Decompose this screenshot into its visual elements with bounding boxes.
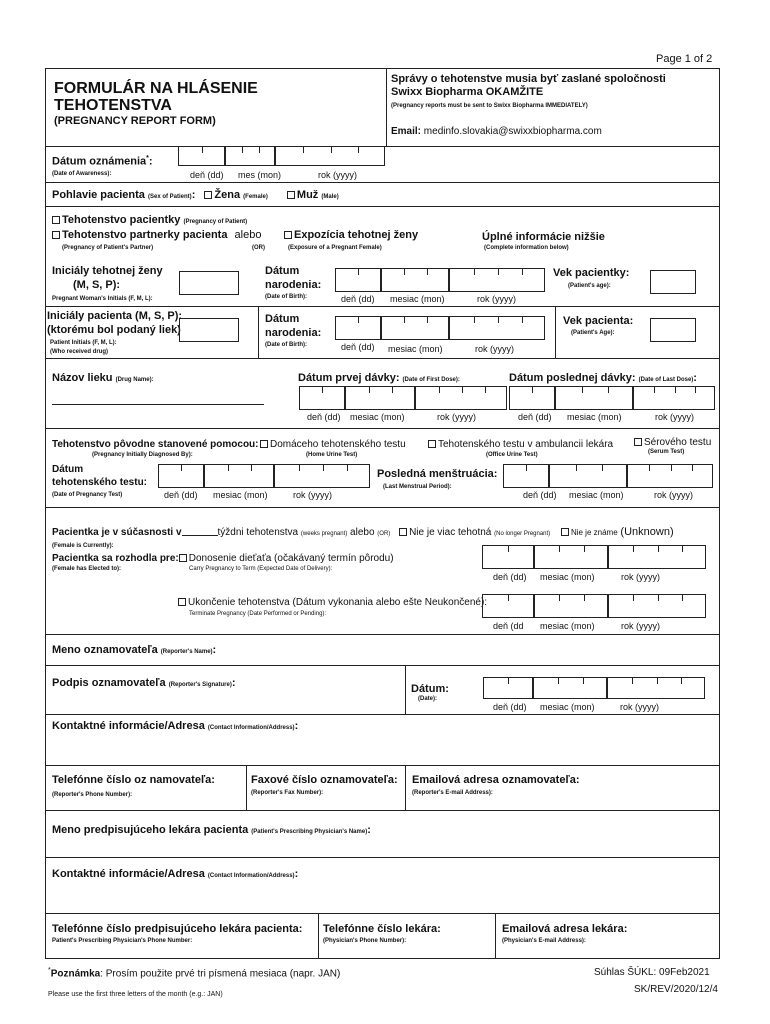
physician-email-label: Emailová adresa lekára: [502, 923, 628, 935]
test-date-en: (Date of Pregnancy Test) [52, 492, 123, 498]
awareness-day-caption: deň (dd) [190, 170, 224, 180]
test-day-field[interactable] [158, 464, 204, 488]
test-year-caption: rok (yyyy) [293, 490, 332, 500]
woman-dob-month-caption: mesiac (mon) [390, 294, 445, 304]
reporter-phone-en: (Reporter's Phone Number): [52, 792, 133, 798]
reporter-email-en: (Reporter's E-mail Address): [412, 790, 493, 796]
home-test-en: (Home Urine Test) [306, 452, 358, 458]
woman-dob-en: (Date of Birth): [265, 294, 307, 300]
delivery-year-caption: rok (yyyy) [621, 572, 660, 582]
form-title: FORMULÁR NA HLÁSENIE [54, 80, 258, 97]
test-year-field[interactable] [274, 464, 370, 488]
delivery-month-field[interactable] [534, 545, 608, 569]
or-word: alebo [234, 229, 262, 241]
woman-age-en: (Patient's age): [568, 283, 611, 289]
divider [45, 913, 720, 914]
reporter-phone-label: Telefónne číslo oz namovateľa: [52, 774, 215, 786]
terminate-year-field[interactable] [608, 594, 706, 618]
woman-initials-label: Iniciály tehotnej ženy [52, 265, 163, 277]
pregnancy-patient-en: (Pregnancy of Patient) [183, 219, 248, 225]
first-dose-month-caption: mesiac (mon) [350, 412, 405, 422]
sex-label: Pohlavie pacienta [52, 189, 145, 201]
awareness-label: Dátum oznámenia*: [52, 155, 153, 168]
signature-day-field[interactable] [483, 677, 533, 699]
woman-dob-day-caption: deň (dd) [341, 294, 375, 304]
divider [45, 428, 720, 429]
awareness-month-field[interactable] [225, 146, 275, 166]
form-title-en: (PREGNANCY REPORT FORM) [54, 115, 216, 127]
patient-dob-label: Dátum [265, 313, 300, 325]
divider [45, 857, 720, 858]
row-divider [258, 306, 259, 358]
last-dose-year-caption: rok (yyyy) [655, 412, 694, 422]
elected-row: Pacientka sa rozhodla pre: Donosenie dieťaťa (očakávaný termín pôrodu) [52, 553, 394, 564]
divider [45, 665, 720, 666]
last-dose-month-field[interactable] [555, 386, 633, 410]
woman-age-field[interactable] [650, 270, 696, 294]
awareness-year-field[interactable] [275, 146, 385, 166]
woman-dob-label: Dátum [265, 265, 300, 277]
row-divider [405, 765, 406, 810]
row-divider [495, 913, 496, 959]
not-pregnant-checkbox[interactable] [399, 528, 407, 536]
row-divider [318, 913, 319, 959]
weeks-field[interactable] [182, 535, 218, 536]
patient-initials-label: Iniciály pacienta (M, S, P): [47, 310, 183, 322]
pregnancy-partner-label: Tehotenstvo partnerky pacienta [62, 229, 228, 241]
diagnosis-label: Tehotenstvo pôvodne stanovené pomocou: [52, 439, 259, 450]
email-value: medinfo.slovakia@swixxbiopharma.com [423, 126, 602, 137]
test-month-field[interactable] [204, 464, 274, 488]
physician-email-en: (Physician's E-mail Address): [502, 938, 586, 944]
signature-month-field[interactable] [533, 677, 607, 699]
pregnancy-partner-en: (Pregnancy of Patient's Partner) [62, 245, 154, 251]
serum-test-option: Sérového testu [634, 437, 711, 448]
woman-initials-sub: (M, S, P): [73, 279, 121, 291]
page-number: Page 1 of 2 [656, 53, 713, 65]
lmp-year-caption: rok (yyyy) [654, 490, 693, 500]
exposure-en: (Exposure of a Pregnant Female) [288, 245, 382, 251]
physician-phone-en: (Physician's Phone Number): [323, 938, 407, 944]
woman-dob-year-caption: rok (yyyy) [477, 294, 516, 304]
notice-line-1: Správy o tehotenstve musia byť zaslané spoločnosti [391, 73, 666, 85]
patient-dob-day-caption: deň (dd) [341, 342, 375, 352]
sex-colon: : [191, 189, 196, 201]
carry-en: Carry Pregnancy to Term (Expected Date of Delivery): [189, 566, 333, 572]
awareness-month-caption: mes (mon) [238, 170, 282, 180]
divider [45, 206, 720, 207]
complete-info-en: (Complete information below) [484, 245, 569, 251]
terminate-day-field[interactable] [482, 594, 534, 618]
patient-initials-en-2: (Who received drug) [50, 349, 109, 355]
divider [45, 507, 720, 508]
reporter-name-label: Meno oznamovateľa (Reporter's Name): [52, 644, 217, 656]
physician-name-label: Meno predpisujúceho lekára pacienta (Patient's Prescribing Physician's Name): [52, 824, 371, 836]
delivery-day-field[interactable] [482, 545, 534, 569]
patient-dob-year-field[interactable] [449, 316, 545, 340]
female-label: Žena [214, 189, 241, 201]
footer-note: *Poznámka: Prosím použite prvé tri písmená mesiaca (napr. JAN) [48, 967, 341, 980]
divider [45, 306, 720, 307]
delivery-year-field[interactable] [608, 545, 706, 569]
female-checkbox[interactable] [204, 191, 212, 199]
last-dose-day-field[interactable] [509, 386, 555, 410]
sex-en: (Sex of Patient) [148, 194, 192, 200]
last-dose-label: Dátum poslednej dávky: (Date of Last Dose): [509, 372, 697, 384]
signature-label: Podpis oznamovateľa (Reporter's Signature): [52, 677, 236, 689]
approval-text: Súhlas ŠÚKL: 09Feb2021 [594, 967, 710, 978]
female-en: (Female) [243, 194, 268, 200]
patient-dob-year-caption: rok (yyyy) [475, 344, 514, 354]
carry-checkbox[interactable] [179, 554, 187, 562]
lmp-day-caption: deň (dd) [523, 490, 557, 500]
patient-dob-month-caption: mesiac (mon) [388, 344, 443, 354]
prescriber-phone-en: Patient's Prescribing Physician's Phone Number: [52, 938, 193, 944]
patient-dob-day-field[interactable] [335, 316, 381, 340]
divider [45, 634, 720, 635]
last-dose-month-caption: mesiac (mon) [567, 412, 622, 422]
patient-dob-month-field[interactable] [381, 316, 449, 340]
row-divider [555, 306, 556, 358]
lmp-day-field[interactable] [503, 464, 549, 488]
email-label: Email: [391, 126, 422, 137]
divider [45, 714, 720, 715]
woman-initials-field[interactable] [179, 271, 239, 295]
reporter-email-label: Emailová adresa oznamovateľa: [412, 774, 580, 786]
prescriber-phone-label: Telefónne číslo predpisujúceho lekára pacienta: [52, 923, 303, 935]
first-dose-year-field[interactable] [415, 386, 507, 410]
row-divider [246, 765, 247, 810]
pregnancy-patient-row [52, 214, 247, 226]
exposure-row [284, 229, 418, 241]
first-dose-day-caption: deň (dd) [307, 412, 341, 422]
signature-year-caption: rok (yyyy) [620, 702, 659, 712]
terminate-year-caption: rok (yyyy) [621, 621, 660, 631]
drug-name-field[interactable] [52, 404, 264, 405]
woman-dob-month-field[interactable] [381, 268, 449, 292]
revision-text: SK/REV/2020/12/4 [634, 984, 718, 995]
woman-age-label: Vek pacientky: [553, 267, 630, 279]
woman-dob-day-field[interactable] [335, 268, 381, 292]
home-test-option: Domáceho tehotenského testu [260, 439, 406, 450]
diagnosis-en: (Pregnancy Initially Diagnosed By): [92, 452, 193, 458]
patient-age-field[interactable] [650, 318, 696, 342]
lmp-label: Posledná menštruácia: [377, 468, 498, 480]
pregnancy-partner-checkbox[interactable] [52, 231, 60, 239]
exposure-checkbox[interactable] [284, 231, 292, 239]
last-dose-year-field[interactable] [633, 386, 715, 410]
awareness-en: (Date of Awareness): [52, 171, 112, 177]
physician-contact-label: Kontaktné informácie/Adresa (Contact Information/Address): [52, 868, 299, 880]
signature-date-en: (Date): [418, 696, 437, 702]
male-en: (Male) [321, 194, 339, 200]
signature-day-caption: deň (dd) [493, 702, 527, 712]
patient-initials-sub: (ktorému bol podaný liek) [47, 324, 181, 336]
test-date-label-2: tehotenského testu: [52, 477, 148, 488]
office-test-option: Tehotenského testu v ambulancii lekára [428, 439, 613, 450]
first-dose-label: Dátum prvej dávky: (Date of First Dose): [298, 372, 460, 384]
last-dose-day-caption: deň (dd) [518, 412, 552, 422]
terminate-month-field[interactable] [534, 594, 608, 618]
male-checkbox[interactable] [287, 191, 295, 199]
physician-phone-label: Telefónne číslo lekára: [323, 923, 441, 935]
exposure-label: Expozícia tehotnej ženy [294, 229, 419, 241]
woman-dob-label-2: narodenia: [265, 279, 322, 291]
pregnancy-partner-row [52, 229, 261, 241]
lmp-en: (Last Menstrual Period): [383, 484, 452, 490]
divider [45, 810, 720, 811]
first-dose-month-field[interactable] [345, 386, 415, 410]
terminate-row: Ukončenie tehotenstva (Dátum vykonania alebo ešte Neukončené): [178, 597, 487, 608]
home-test-checkbox[interactable] [260, 440, 268, 448]
patient-initials-en: Patient Initials (F, M, L): [50, 340, 117, 346]
delivery-month-caption: mesiac (mon) [540, 572, 595, 582]
woman-dob-year-field[interactable] [449, 268, 545, 292]
email-line [391, 126, 602, 137]
drug-name-row: Názov lieku (Drug Name): [52, 372, 154, 384]
row-divider [405, 665, 406, 714]
patient-age-en: (Patient's Age): [571, 330, 615, 336]
pregnancy-patient-checkbox[interactable] [52, 216, 60, 224]
or-en: (OR) [252, 245, 265, 251]
first-dose-year-caption: rok (yyyy) [437, 412, 476, 422]
reporter-fax-en: (Reporter's Fax Number): [251, 790, 324, 796]
complete-info-label: Úplné informácie nižšie [482, 231, 605, 243]
lmp-month-caption: mesiac (mon) [569, 490, 624, 500]
reporter-fax-label: Faxové číslo oznamovateľa: [251, 774, 398, 786]
header-divider [386, 68, 387, 146]
lmp-year-field[interactable] [627, 464, 713, 488]
terminate-en: Terminate Pregnancy (Date Performed or Pending): [189, 611, 327, 617]
notice-en: (Pregnancy reports must be sent to Swixx Biopharma IMMEDIATELY) [391, 103, 588, 109]
patient-initials-field[interactable] [179, 318, 239, 342]
footer-note-en: Please use the first three letters of the month (e.g.: JAN) [48, 991, 223, 998]
status-row: Pacientka je v súčasnosti v týždni tehotenstva (weeks pregnant) alebo (OR) Nie je viac tehotná (No longer Pregnant) Nie je známe (Unknown) [52, 526, 674, 538]
patient-age-label: Vek pacienta: [563, 315, 634, 327]
test-date-label: Dátum [52, 464, 84, 475]
patient-sex-row [52, 189, 339, 201]
serum-test-en: (Serum Test) [648, 449, 685, 455]
divider [45, 358, 720, 359]
signature-month-caption: mesiac (mon) [540, 702, 595, 712]
test-day-caption: deň (dd) [164, 490, 198, 500]
office-test-checkbox[interactable] [428, 440, 436, 448]
form-title-2: TEHOTENSTVA [54, 97, 172, 114]
divider [45, 765, 720, 766]
serum-test-checkbox[interactable] [634, 438, 642, 446]
awareness-year-caption: rok (yyyy) [318, 170, 357, 180]
notice-line-2: Swixx Biopharma OKAMŽITE [391, 86, 544, 98]
terminate-month-caption: mesiac (mon) [540, 621, 595, 631]
male-label: Muž [296, 189, 319, 201]
office-test-en: (Office Urine Test) [486, 452, 538, 458]
patient-dob-label-2: narodenia: [265, 327, 322, 339]
first-dose-day-field[interactable] [299, 386, 345, 410]
delivery-day-caption: deň (dd) [493, 572, 527, 582]
woman-initials-en: Pregnant Woman's Initials (F, M, L): [52, 296, 153, 302]
divider [45, 182, 720, 183]
unknown-checkbox[interactable] [561, 528, 569, 536]
lmp-month-field[interactable] [549, 464, 627, 488]
patient-dob-en: (Date of Birth): [265, 342, 307, 348]
terminate-day-caption: deň (dd [493, 621, 524, 631]
awareness-day-field[interactable] [178, 146, 225, 166]
test-month-caption: mesiac (mon) [213, 490, 268, 500]
currently-en: (Female is Currently): [52, 543, 114, 549]
signature-year-field[interactable] [607, 677, 705, 699]
terminate-checkbox[interactable] [178, 598, 186, 606]
pregnancy-patient-label: Tehotenstvo pacientky [62, 214, 181, 226]
signature-date-label: Dátum: [411, 683, 449, 695]
reporter-contact-label: Kontaktné informácie/Adresa (Contact Information/Address): [52, 720, 299, 732]
elected-en: (Female has Elected to): [52, 566, 122, 572]
